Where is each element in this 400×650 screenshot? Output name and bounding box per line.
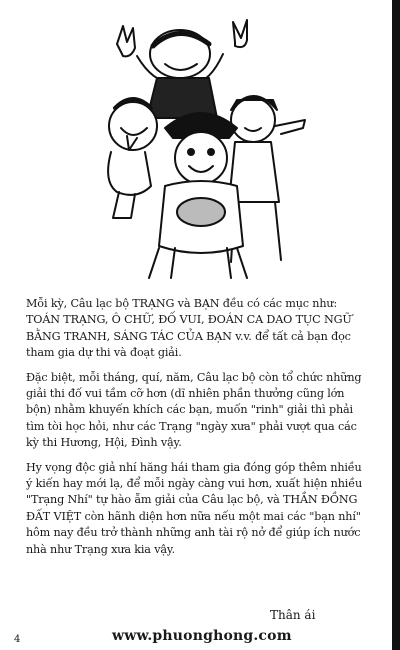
paragraph-3: Hy vọng độc giả nhí hăng hái tham gia đóng góp thêm nhiều ý kiến hay mới lạ, để mỗi ngày càng vui hơn, xuất hiện nhiều "Trạng Nhí" tự hào ẵm giải của Câu lạc bộ, và THẦN ĐỒNG ĐẤT VIỆT còn hãnh diện hơn nữa nếu một mai các "bạn nhí" hôm nay đều trở thành những anh tài rộ nở để giúp ích nước nhà như Trạng xưa kia vậy. (26, 460, 363, 556)
signoff: Thân ái (270, 608, 316, 622)
cartoon-characters-illustration (85, 16, 315, 284)
website-watermark: www.phuonghong.com (112, 628, 292, 644)
paragraph-1: Mỗi kỳ, Câu lạc bộ TRẠNG và BẠN đều có các mục như: TOÁN TRẠNG, Ô CHỮ, ĐỐ VUI, ĐOÁN CA DAO TỤC NGỮ BẰNG TRANH, SÁNG TÁC CỦA BẠN v.v. để tất cả bạn đọc tham gia dự thi và đoạt giải. (26, 297, 352, 360)
article-body (26, 296, 366, 566)
page-edge-shadow (392, 0, 400, 650)
page-number: 4 (14, 634, 21, 645)
paragraph-2: Đặc biệt, mỗi tháng, quí, năm, Câu lạc bộ còn tổ chức những giải thi đố vui tầm cỡ hơn (dĩ nhiên phần thưởng cũng lớn bộn) nhằm khuyến khích các bạn, muốn "rinh" giải thì phải tìm tòi học hỏi, như các Trạng "ngày xưa" phải vượt qua các kỳ thi Hương, Hội, Đình vậy. (26, 370, 362, 450)
